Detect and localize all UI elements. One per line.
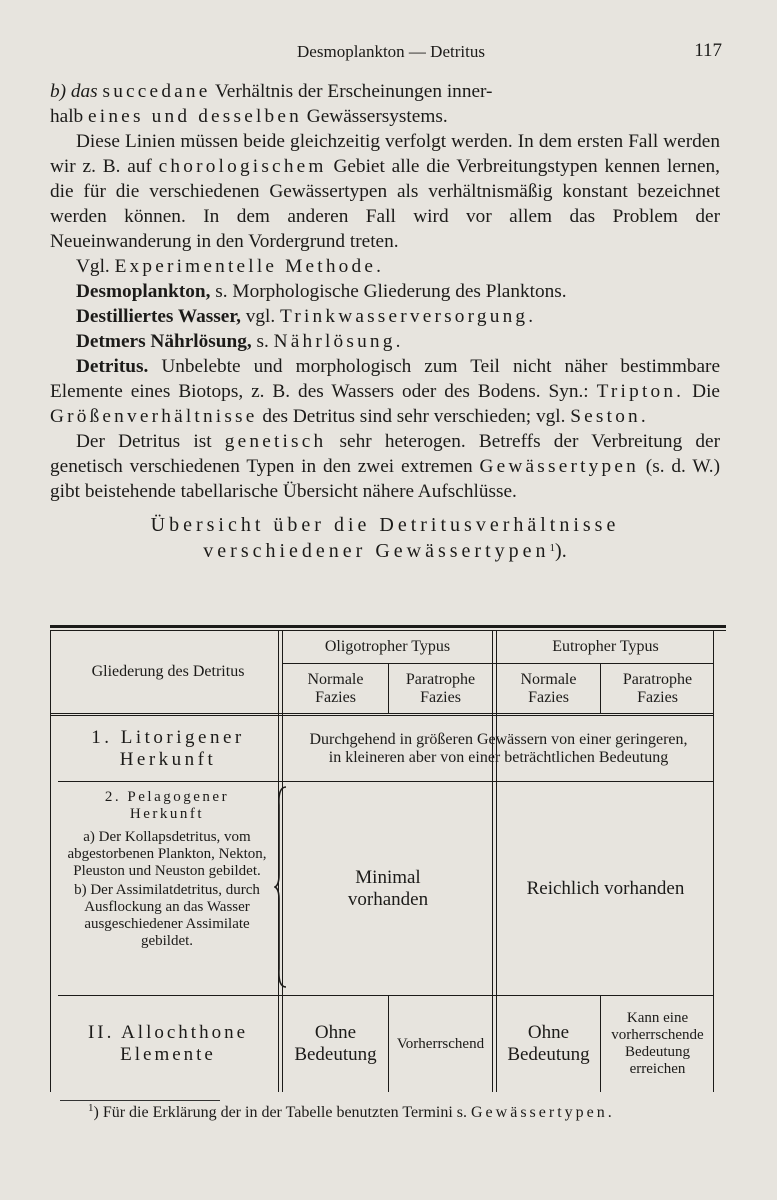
- header-normale-1: Normale Fazies: [307, 670, 364, 706]
- row-pelagogen-oligo: Minimal vorhanden: [347, 866, 429, 910]
- paragraph-vgl: Vgl. Experimentelle Methode.: [76, 256, 385, 277]
- entry-destilliertes-wasser: Destilliertes Wasser, vgl. Trinkwasserversorgung.: [76, 306, 537, 327]
- body-text: [50, 79, 720, 564]
- paragraph-genetisch: Der Detritus ist genetisch sehr heterogen. Betreffs der Verbreitung der genetisch verschiedenen Typen in den zwei extremen Gewässertypen (s. d. W.) gibt beistehende tabellarische Übersicht nähere Aufschlüsse.: [50, 431, 720, 502]
- paragraph-lines: Diese Linien müssen beide gleichzeitig verfolgt werden. In dem ersten Fall werden wir z. B. auf chorologischem Gebiet alle die Verbreitungstypen kennen lernen, die für die verschiedenen Gewässertypen als verhältnismäßig konstant bezeichnet werden können. In dem anderen Fall wird vor allem das Problem der Neueinwanderung in den Vordergrund treten.: [50, 131, 720, 252]
- page-number: 117: [694, 40, 722, 61]
- footnote-rule: [60, 1100, 220, 1101]
- header-oligotroph: Oligotropher Typus: [324, 638, 451, 655]
- table-hrule-head: [50, 713, 714, 714]
- table-top-rule: [50, 625, 726, 628]
- row-allochthon-c2: Vorherrschend: [396, 1035, 485, 1052]
- row-allochthon-c1: Ohne Bedeutung: [294, 1022, 377, 1065]
- table-vrule-2: [492, 630, 493, 1092]
- header-paratrophe-1: Paratrophe Fazies: [405, 670, 476, 706]
- footnote: $^1$) Für die Erklärung der in der Tabelle benutzten Termini s. Gewässertypen.: [88, 1102, 615, 1121]
- entry-detritus: Detritus. Unbelebte und morphologisch zum Teil nicht näher bestimmbare Elemente eines Biotops, z. B. des Wassers oder des Bodens. Syn.: Tripton. Die Größenverhältnisse des Detritus sind sehr verschieden; vgl. Seston.: [50, 356, 720, 427]
- entry-detmers: Detmers Nährlösung, s. Nährlösung.: [76, 331, 404, 352]
- header-eutroph: Eutropher Typus: [552, 638, 659, 655]
- header-paratrophe-2: Paratrophe Fazies: [622, 670, 693, 706]
- page-header: [60, 40, 722, 70]
- row-allochthon-label: II. Allochthone Elemente: [87, 1022, 249, 1065]
- row-litorigen-text: Durchgehend in größeren Gewässern von einer geringeren, in kleineren aber von einer beträchtlichen Bedeutung: [309, 730, 688, 766]
- detritus-table: [58, 625, 722, 1095]
- table-title: Übersicht über die Detritusverhältnisse verschiedener Gewässertypen$^1$).: [150, 514, 620, 562]
- running-title: Desmoplankton — Detritus: [297, 42, 485, 61]
- row-pelagogen-eutro: Reichlich vorhanden: [526, 877, 685, 899]
- table-left-rule: [50, 630, 51, 1092]
- header-gliederung: Gliederung des Detritus: [91, 663, 245, 680]
- row-litorigen-label: 1. Litorigener Herkunft: [91, 726, 245, 770]
- row-allochthon-c3: Ohne Bedeutung: [507, 1022, 590, 1065]
- row-pelagogen-label: 2. Pelagogener Herkunft a) Der Kollapsdetritus, vom abgestorbenen Plankton, Nekton, Pleuston und Neuston gebildet. b) Der Assimilatdetritus, durch Ausflockung an das Wasser ausgeschiedener Assimilate gebildet.: [67, 789, 267, 949]
- row-allochthon-c4: Kann eine vorherrschende Bedeutung erreichen: [611, 1010, 704, 1077]
- entry-desmoplankton: Desmoplankton, s. Morphologische Gliederung des Planktons.: [76, 281, 567, 302]
- header-normale-2: Normale Fazies: [520, 670, 577, 706]
- paragraph-b: b) das succedane Verhältnis der Erscheinungen inner- halb eines und desselben Gewässersystems.: [50, 81, 493, 127]
